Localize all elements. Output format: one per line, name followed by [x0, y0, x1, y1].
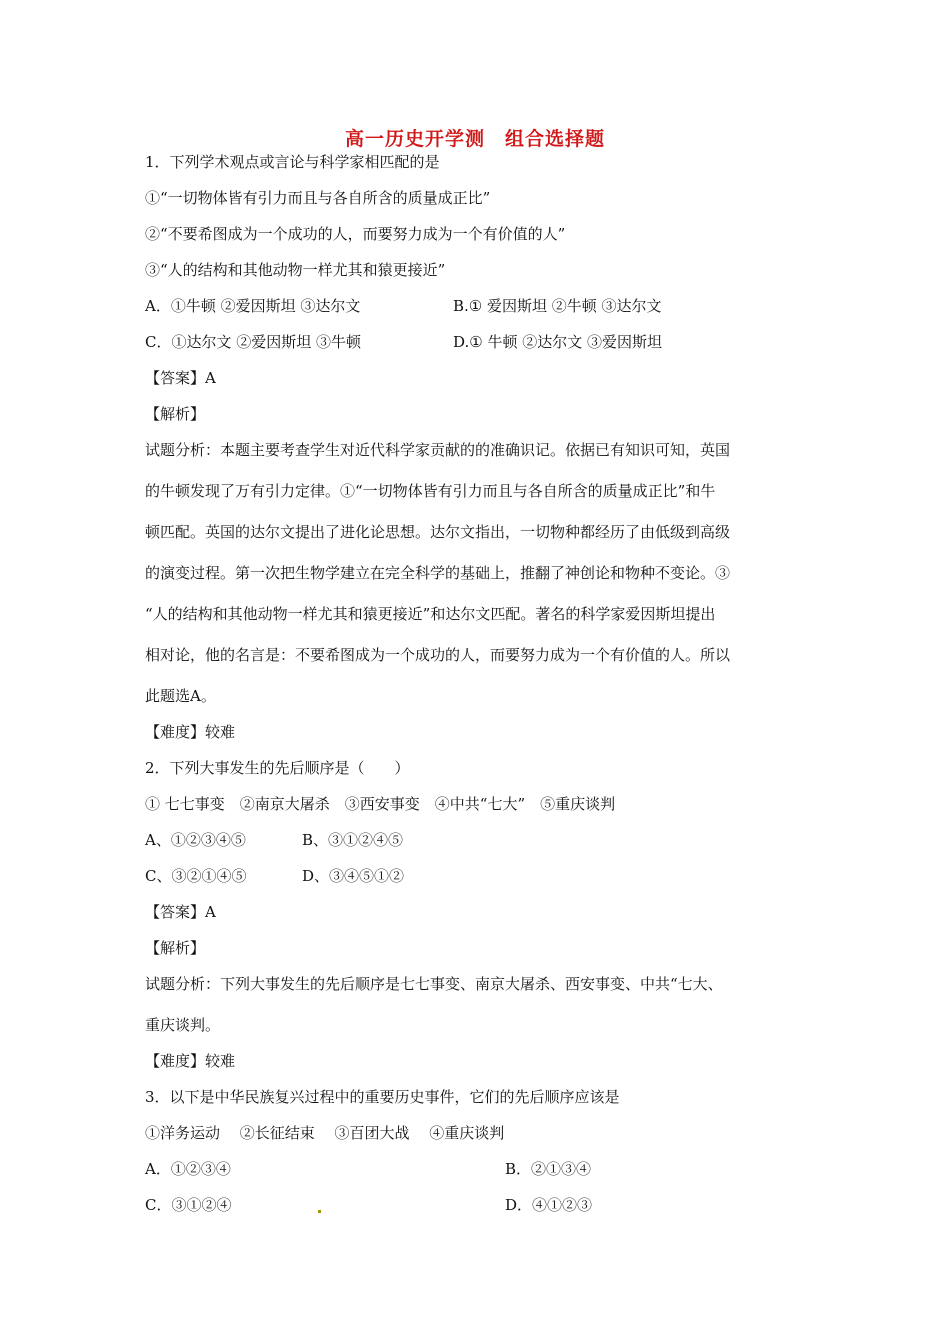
q1-analysis-line: “人的结构和其他动物一样尤其和猿更接近”和达尔文匹配。著名的科学家爱因斯坦提出	[145, 605, 716, 623]
q1-option-a: A．①牛顿 ②爱因斯坦 ③达尔文	[145, 297, 361, 315]
q2-items: ① 七七事变 ②南京大屠杀 ③西安事变 ④中共“七大” ⑤重庆谈判	[145, 795, 616, 813]
q1-analysis-line: 的演变过程。第一次把生物学建立在完全科学的基础上，推翻了神创论和物种不变论。③	[145, 564, 731, 582]
q2-option-c: C、③②①④⑤	[145, 867, 247, 885]
q1-analysis-label: 【解析】	[145, 405, 206, 423]
q1-statement-1: ①“一切物体皆有引力而且与各自所含的质量成正比”	[145, 189, 491, 207]
q2-analysis-line: 重庆谈判。	[145, 1016, 221, 1034]
q2-stem: 2．下列大事发生的先后顺序是（ ）	[145, 759, 410, 777]
q3-stem: 3．以下是中华民族复兴过程中的重要历史事件，它们的先后顺序应该是	[145, 1088, 620, 1106]
q3-option-b: B．②①③④	[505, 1160, 592, 1178]
q1-option-d: D.① 牛顿 ②达尔文 ③爱因斯坦	[453, 333, 663, 351]
q2-option-b: B、③①②④⑤	[302, 831, 404, 849]
q3-option-c: C．③①②④	[145, 1196, 232, 1214]
q3-items: ①洋务运动 ②长征结束 ③百团大战 ④重庆谈判	[145, 1124, 505, 1142]
page-title: 高一历史开学测 组合选择题	[344, 128, 605, 150]
q2-option-a: A、①②③④⑤	[145, 831, 246, 849]
q2-analysis-label: 【解析】	[145, 939, 206, 957]
q1-analysis-line: 此题选A。	[145, 687, 216, 705]
q1-option-c: C．①达尔文 ②爱因斯坦 ③牛顿	[145, 333, 362, 351]
q1-option-b: B.① 爱因斯坦 ②牛顿 ③达尔文	[453, 297, 662, 315]
q2-analysis-line: 试题分析：下列大事发生的先后顺序是七七事变、南京大屠杀、西安事变、中共“七大、	[145, 975, 723, 993]
q1-analysis-line: 顿匹配。英国的达尔文提出了进化论思想。达尔文指出，一切物种都经历了由低级到高级	[145, 523, 731, 541]
q2-difficulty: 【难度】较难	[145, 1052, 236, 1070]
q2-option-d: D、③④⑤①②	[302, 867, 405, 885]
q1-analysis-line: 试题分析：本题主要考查学生对近代科学家贡献的的准确识记。依据已有知识可知，英国	[145, 441, 731, 459]
q1-stem: 1．下列学术观点或言论与科学家相匹配的是	[145, 153, 440, 171]
stray-dot	[318, 1210, 321, 1213]
q1-analysis-line: 的牛顿发现了万有引力定律。①“一切物体皆有引力而且与各自所含的质量成正比”和牛	[145, 482, 716, 500]
q2-answer: 【答案】A	[145, 903, 216, 921]
q1-analysis-line: 相对论，他的名言是：不要希图成为一个成功的人，而要努力成为一个有价值的人。所以	[145, 646, 731, 664]
q1-difficulty: 【难度】较难	[145, 723, 236, 741]
q3-option-a: A．①②③④	[145, 1160, 231, 1178]
q1-answer: 【答案】A	[145, 369, 216, 387]
q1-statement-3: ③“人的结构和其他动物一样尤其和猿更接近”	[145, 261, 446, 279]
q3-option-d: D．④①②③	[505, 1196, 593, 1214]
q1-statement-2: ②“不要希图成为一个成功的人，而要努力成为一个有价值的人”	[145, 225, 566, 243]
